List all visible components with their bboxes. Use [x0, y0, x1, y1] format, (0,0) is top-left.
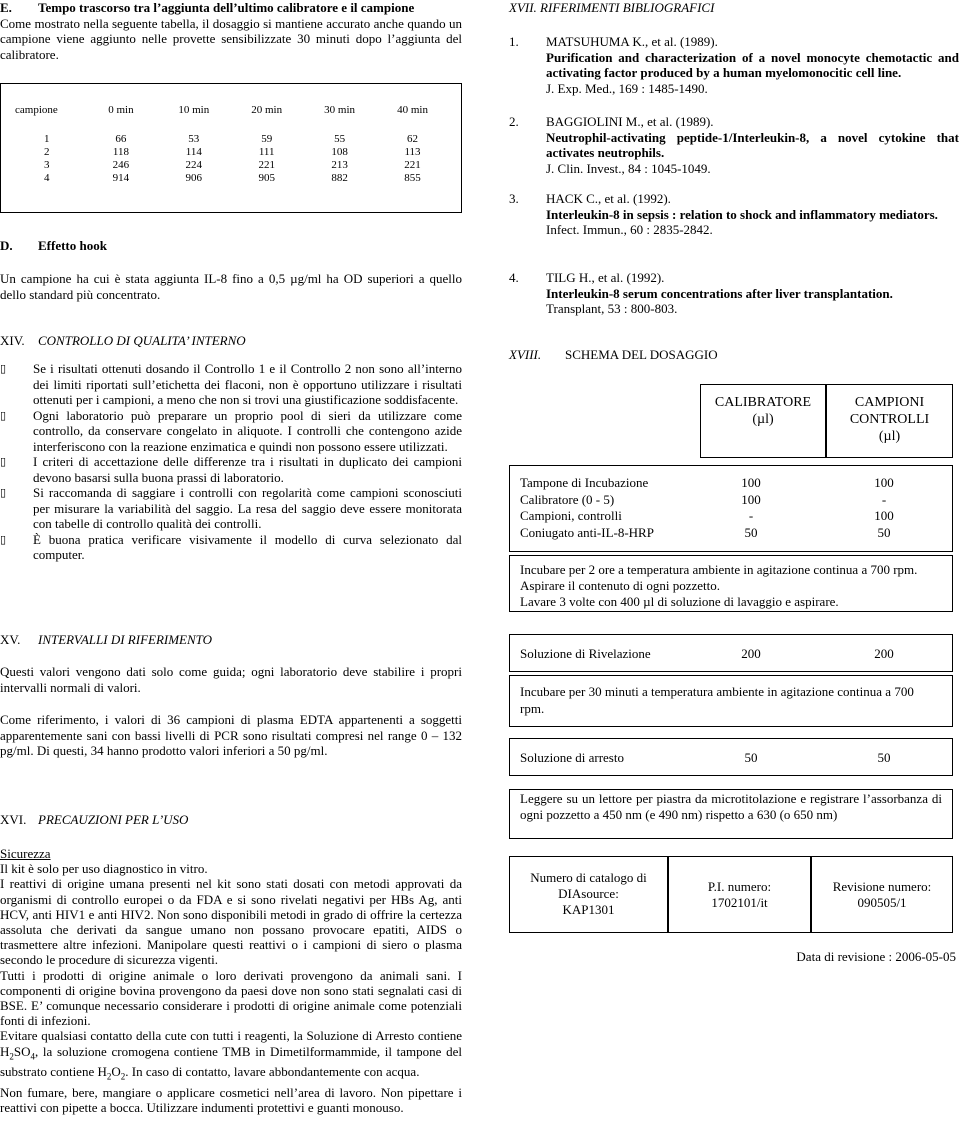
- catalog-label-2: DIAsource:: [558, 886, 619, 901]
- section-xv-heading: [0, 632, 462, 648]
- catalog-label: Numero di catalogo di: [530, 870, 647, 885]
- calibrator-volume: 200: [741, 646, 761, 661]
- stop-solution-box: [509, 738, 953, 776]
- bullet-icon: ▯: [0, 408, 7, 422]
- list-item: [0, 408, 462, 455]
- table-cell: 221: [258, 159, 275, 171]
- reference-item: [509, 191, 959, 238]
- table-row: [9, 146, 449, 159]
- table-row: [9, 159, 449, 172]
- sample-table-header-cell: campione: [15, 104, 58, 116]
- table-cell: 66: [115, 133, 127, 145]
- sample-volume: 50: [877, 524, 891, 540]
- table-cell: 55: [334, 133, 346, 145]
- list-item: [0, 454, 462, 485]
- sample-volume: 100: [874, 475, 894, 490]
- reference-number: 1.: [509, 34, 519, 49]
- reagent-dispense-box: [509, 465, 953, 552]
- incubation-step-line: Incubare per 2 ore a temperatura ambiente in agitazione continua a 700 rpm.: [520, 562, 918, 577]
- list-item-text: I criteri di accettazione delle differenze tra i risultati in duplicato dei campioni devono basarsi sulla buona prassi di laboratorio.: [33, 454, 462, 485]
- samples-header-label-2: CONTROLLI: [849, 412, 930, 427]
- table-cell: 906: [185, 172, 203, 184]
- reagent-label: Calibratore (0 - 5): [520, 491, 615, 507]
- section-xviii-title: SCHEMA DEL DOSAGGIO: [565, 347, 718, 362]
- sample-table: [9, 104, 449, 185]
- calibrator-volume: 50: [744, 750, 758, 765]
- sample-table-header-cell: 40 min: [397, 104, 428, 116]
- section-xiv-number: XIV.: [0, 333, 25, 348]
- section-xiv-heading: [0, 333, 462, 349]
- safety-p2: I reattivi di origine umana presenti nel kit sono stati dosati con metodi approvati da organismi di controllo europei o da FDA e si sono rivelati negativi per HBs Ag, anti HCV, anti HIV1 e anti HIV2. Non sono disponibili metodi in grado di offrire la certezza assoluta che derivati da sangue umano non possano provocare epatiti, AIDS o trasmettere altre infezioni. Manipolare questi reattivi o i campioni di siero o plasma secondo le procedure di sicurezza vigenti.: [0, 876, 462, 968]
- reference-item: [509, 114, 959, 176]
- read-step-text: Leggere su un lettore per piastra da microtitolazione e registrare l’assorbanza di ogni pozzetto a 450 nm (e 490 nm) rispetto a 630 (o 650 nm): [520, 791, 942, 822]
- table-cell: 213: [331, 159, 348, 171]
- incubation-step-1: [509, 555, 953, 612]
- reagent-label: Coniugato anti-IL-8-HRP: [520, 524, 654, 540]
- table-cell: 224: [185, 159, 203, 171]
- table-cell: 53: [188, 133, 200, 145]
- reagent-label: Campioni, controlli: [520, 508, 622, 523]
- table-cell: 3: [43, 159, 50, 171]
- reference-item: [509, 34, 959, 96]
- table-cell: 62: [407, 133, 419, 145]
- table-cell: 113: [404, 146, 421, 158]
- list-item-text: Se i risultati ottenuti dosando il Controllo 1 e il Controllo 2 non sono all’interno dei limiti riportati sull’etichetta dei flaconi, non è opportuno utilizzare i risultati ottenuti per i campioni, a meno che non si trovi una giustificazione soddisfacente.: [33, 361, 462, 407]
- reagent-label: Tampone di Incubazione: [520, 475, 649, 490]
- reference-title: Interleukin-8 serum concentrations after liver transplantation.: [546, 285, 893, 301]
- revision-date: Data di revisione : 2006-05-05: [796, 949, 956, 964]
- sample-table-header: [9, 104, 449, 117]
- qc-bullet-list: [0, 361, 462, 563]
- section-d: [0, 238, 462, 254]
- section-d-title: Effetto hook: [38, 238, 107, 253]
- bullet-icon: ▯: [0, 532, 7, 546]
- list-item-text: È buona pratica verificare visivamente il modello di curva selezionato dal computer.: [33, 531, 462, 562]
- calibrator-volume: 50: [744, 524, 758, 540]
- calibrator-volume: -: [748, 508, 754, 523]
- section-xvii-title: RIFERIMENTI BIBLIOGRAFICI: [540, 0, 715, 15]
- pi-number-box: [668, 856, 811, 933]
- section-xvi-number: XVI.: [0, 812, 27, 827]
- section-e-heading: [0, 0, 462, 16]
- section-xvii-number: XVII.: [509, 0, 537, 15]
- section-e: [0, 0, 462, 62]
- section-xiv-title: CONTROLLO DI QUALITA’ INTERNO: [38, 333, 246, 348]
- bullet-icon: ▯: [0, 362, 7, 375]
- revelation-solution-box: [509, 634, 953, 672]
- incubation-step-line: Aspirare il contenuto di ogni pozzetto.: [520, 578, 721, 593]
- table-cell: 2: [43, 146, 50, 158]
- safety-subtitle: Sicurezza: [0, 846, 51, 861]
- reference-title: Neutrophil-activating peptide-1/Interleukin-8, a novel cytokine that activates neutrophils.: [546, 129, 959, 160]
- safety-p4: Evitare qualsiasi contatto della cute con tutti i reagenti, la Soluzione di Arresto contiene $H_2SO_4$, la soluzione cromogena contiene TMB in Dimetilformammide, il tampone del substrato contiene $H_2O_2$. In caso di contatto, lavare abbondantemente con acqua.: [0, 1028, 462, 1083]
- list-item: [0, 532, 462, 563]
- sample-volume: 100: [874, 508, 894, 523]
- bullet-icon: ▯: [0, 486, 7, 499]
- section-xvi-body: [0, 846, 462, 1116]
- section-xv-p1: Questi valori vengono dati solo come guida; ogni laboratorio deve stabilire i propri intervalli normali di valori.: [0, 664, 462, 695]
- reference-source: Infect. Immun., 60 : 2835-2842.: [546, 222, 713, 237]
- incubation-step-line: Lavare 3 volte con 400 µl di soluzione di lavaggio e aspirare.: [520, 594, 839, 609]
- table-cell: 905: [258, 172, 275, 184]
- section-xvii-heading: [509, 0, 959, 16]
- section-xvi-heading: [0, 812, 462, 828]
- sample-volume: 200: [874, 646, 894, 661]
- table-cell: 855: [404, 172, 421, 184]
- table-cell: 111: [258, 146, 275, 158]
- reference-source: Transplant, 53 : 800-803.: [546, 301, 678, 316]
- stop-solution-label: Soluzione di arresto: [520, 750, 624, 765]
- revision-label: Revisione numero:: [832, 879, 932, 894]
- reference-author: HACK C., et al. (1992).: [546, 191, 671, 206]
- section-e-text: Come mostrato nella seguente tabella, il dosaggio si mantiene accurato anche quando un campione viene aggiunto nelle provette sensibilizzate 30 minuti dopo l’aggiunta del calibratore.: [0, 15, 462, 62]
- reference-title: Interleukin-8 in sepsis : relation to shock and inflammatory mediators.: [546, 206, 938, 222]
- sample-table-header-cell: 30 min: [324, 104, 356, 116]
- samples-column-header: [826, 384, 953, 458]
- list-item: [0, 361, 462, 408]
- incubation-step-2: [509, 675, 953, 727]
- reference-number: 4.: [509, 270, 519, 285]
- reference-item: [509, 270, 959, 317]
- section-d-number: D.: [0, 238, 13, 253]
- section-xviii-heading: [509, 347, 959, 363]
- sample-volume: 50: [877, 750, 891, 765]
- revelation-label: Soluzione di Rivelazione: [520, 646, 651, 661]
- pi-number: 1702101/it: [711, 895, 768, 910]
- calibrator-volume: 100: [741, 475, 761, 490]
- safety-p5: Non fumare, bere, mangiare o applicare cosmetici nell’area di lavoro. Non pipettare i reattivi con pipette a bocca. Utilizzare indumenti protettivi e guanti monouso.: [0, 1085, 462, 1116]
- table-cell: 914: [112, 172, 130, 184]
- calibrator-header-label: CALIBRATORE: [714, 395, 812, 410]
- catalog-number: KAP1301: [562, 902, 615, 917]
- list-item-text: Ogni laboratorio può preparare un proprio pool di sieri da utilizzare come controllo, da conservare congelato in aliquote. I controlli che contengono azide interferiscono con la reazione enzimatica e quindi non possono essere utilizzati.: [33, 407, 462, 454]
- table-cell: 4: [43, 172, 50, 184]
- list-item-text: Si raccomanda di saggiare i controlli con regolarità come campioni sconosciuti per misurare la variabilità del saggio. La resa del saggio deve essere monitorata con tabelle di controllo qualità dei controlli.: [33, 485, 462, 531]
- table-row: [9, 133, 449, 146]
- section-e-number: E.: [0, 0, 12, 15]
- revision-number: 090505/1: [857, 895, 907, 910]
- table-cell: 108: [331, 146, 348, 158]
- list-item: [0, 485, 462, 532]
- reference-author: MATSUHUMA K., et al. (1989).: [546, 34, 718, 49]
- sample-volume: -: [881, 491, 887, 507]
- table-cell: 1: [43, 133, 50, 145]
- samples-header-label: CAMPIONI: [854, 395, 925, 410]
- samples-header-unit: (µl): [878, 429, 901, 444]
- table-cell: 114: [185, 146, 202, 158]
- sample-table-header-cell: 10 min: [178, 104, 210, 116]
- catalog-number-box: [509, 856, 668, 933]
- table-cell: 882: [331, 172, 348, 184]
- table-cell: 221: [404, 159, 421, 171]
- calibrator-volume: 100: [741, 491, 761, 507]
- calibrator-header-unit: (µl): [752, 412, 774, 427]
- section-xv-p2: Come riferimento, i valori di 36 campioni di plasma EDTA appartenenti a soggetti apparentemente sani con bassi livelli di PCR sono risultati compresi nel range 0 – 132 pg/ml. Di questi, 34 hanno prodotto valori inferiori a 50 pg/ml.: [0, 712, 462, 758]
- sample-table-header-cell: 20 min: [251, 104, 283, 116]
- bullet-icon: ▯: [0, 455, 7, 468]
- table-cell: 118: [112, 146, 129, 158]
- pi-label: P.I. numero:: [707, 879, 772, 894]
- section-xvi-title: PRECAUZIONI PER L’USO: [38, 812, 189, 827]
- read-step-box: [509, 789, 953, 839]
- table-row: [9, 172, 449, 185]
- reference-title: Purification and characterization of a novel monocyte chemotactic and activating factor produced by a human myelomonocitic cell line.: [546, 49, 959, 80]
- reference-author: TILG H., et al. (1992).: [546, 270, 665, 285]
- section-xv-title: INTERVALLI DI RIFERIMENTO: [38, 632, 213, 647]
- section-xviii-number: XVIII.: [509, 347, 542, 362]
- sample-table-frame: [0, 83, 462, 213]
- reference-number: 2.: [509, 114, 519, 129]
- section-d-text: Un campione ha cui è stata aggiunta IL-8 fino a 0,5 µg/ml ha OD superiori a quello dello standard più concentrato.: [0, 271, 462, 302]
- safety-p1: Il kit è solo per uso diagnostico in vitro.: [0, 861, 208, 877]
- safety-p3: Tutti i prodotti di origine animale o loro derivati provengono da animali sani. I componenti di origine bovina provengono da paesi dove non sono stati segnalati casi di BSE. E’ comunque necessario considerare i prodotti di origine animale come potenziali fonti di infezioni.: [0, 967, 462, 1029]
- incubation-step-text: Incubare per 30 minuti a temperatura ambiente in agitazione continua a 700 rpm.: [520, 684, 914, 716]
- reference-number: 3.: [509, 191, 519, 206]
- section-xv-number: XV.: [0, 632, 21, 647]
- reference-source: J. Exp. Med., 169 : 1485-1490.: [546, 80, 708, 96]
- section-e-title: Tempo trascorso tra l’aggiunta dell’ultimo calibratore e il campione: [38, 0, 415, 15]
- sample-table-header-cell: 0 min: [108, 104, 134, 116]
- reference-author: BAGGIOLINI M., et al. (1989).: [546, 114, 714, 129]
- table-cell: 246: [112, 159, 130, 171]
- calibrator-column-header: [700, 384, 826, 458]
- table-cell: 59: [261, 133, 273, 145]
- reference-source: J. Clin. Invest., 84 : 1045-1049.: [546, 160, 711, 176]
- revision-number-box: [811, 856, 953, 933]
